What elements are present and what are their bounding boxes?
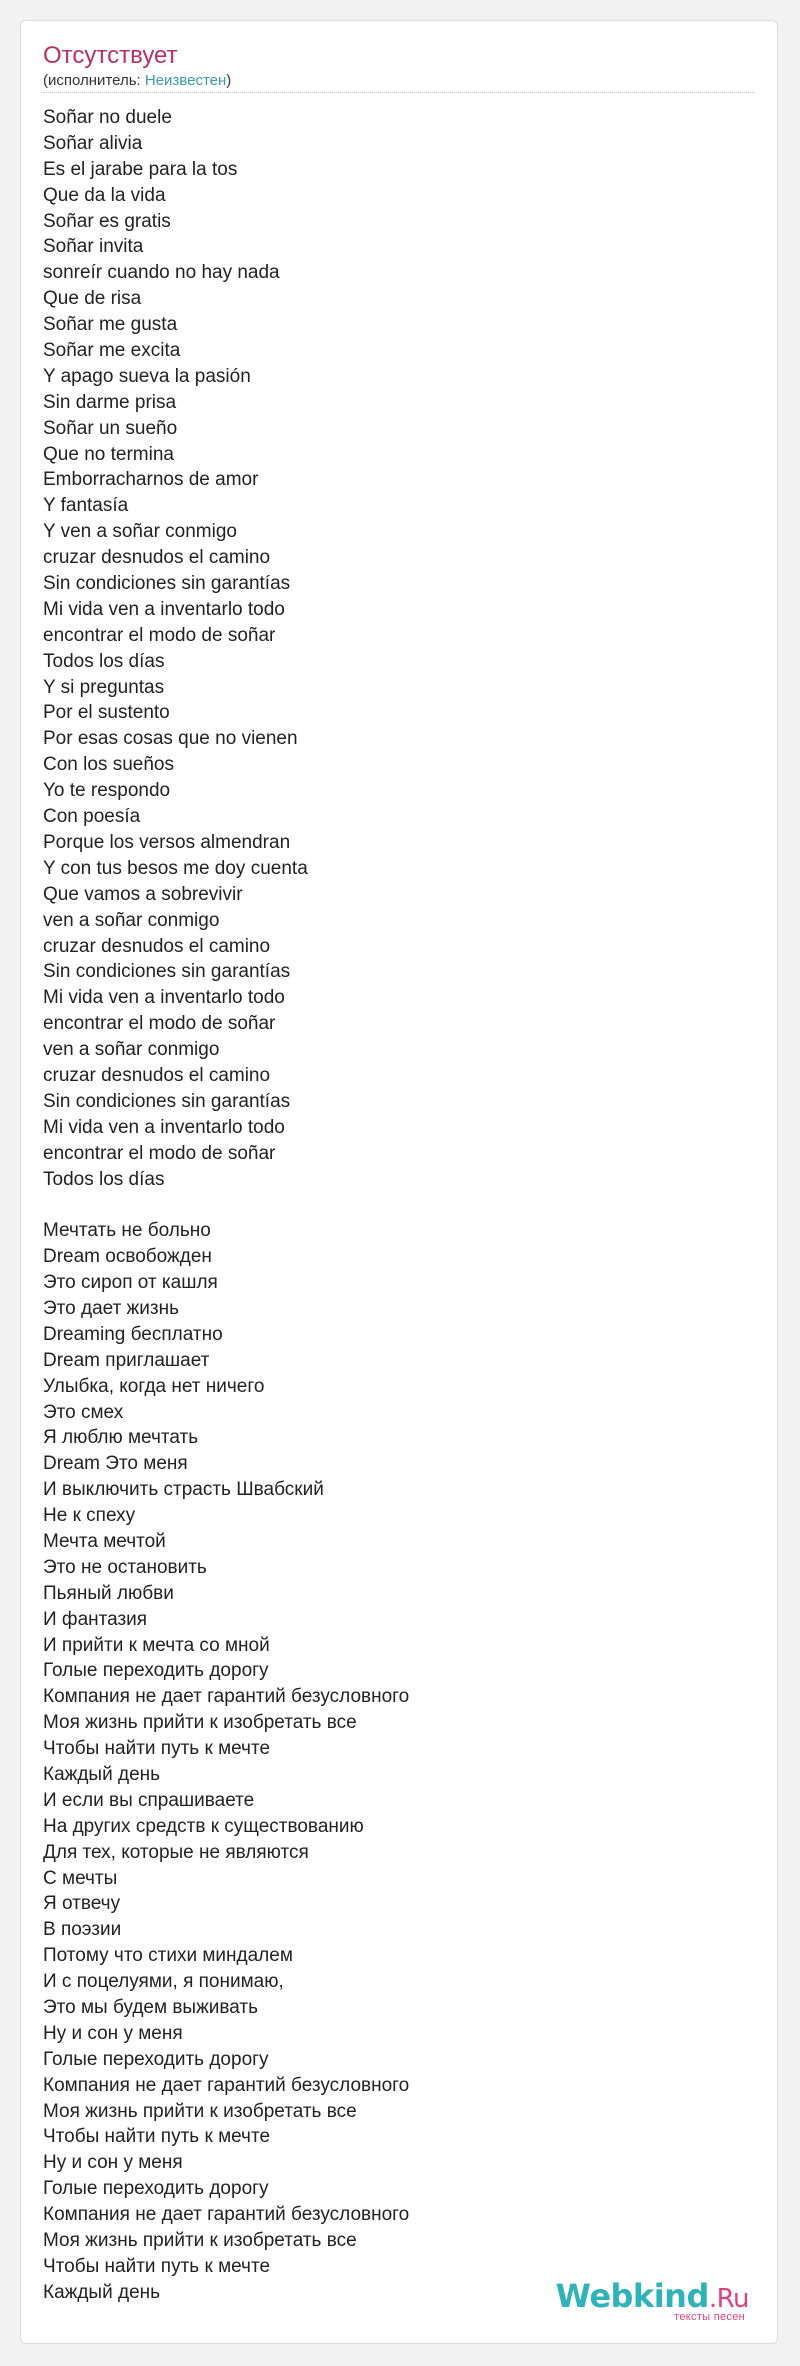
lyrics-card [20,20,778,2344]
lyric-line: ven a soñar conmigo [43,909,220,931]
lyric-line: Потому что стихи миндалем [43,1945,293,1967]
artist-prefix: (исполнитель: [43,72,145,89]
lyric-line: Yo te respondo [43,780,171,802]
lyric-line: Y ven a soñar conmigo [43,521,237,543]
lyric-line: Y si preguntas [43,676,165,698]
title-divider [43,92,755,93]
lyric-line: Sin darme prisa [43,391,177,413]
lyric-line: Todos los días [43,650,165,672]
lyric-line: Чтобы найти путь к мечте [43,1738,271,1760]
lyric-line: Для тех, которые не являются [43,1841,309,1863]
lyric-line: Y fantasía [43,495,129,517]
lyric-line: Моя жизнь прийти к изобретать все [43,2100,357,2122]
lyric-line: Mi vida ven a inventarlo todo [43,987,285,1009]
lyric-line: cruzar desnudos el camino [43,1064,271,1086]
lyric-line: Con poesía [43,806,141,828]
lyric-line: Mi vida ven a inventarlo todo [43,598,285,620]
lyric-line: Sin condiciones sin garantías [43,1090,291,1112]
lyric-line: И фантазия [43,1608,148,1630]
lyric-line: sonreír cuando no hay nada [43,262,280,284]
lyric-line: Por el sustento [43,702,170,724]
webkind-logo[interactable] [555,2277,749,2323]
lyric-line: Компания не дает гарантий безусловного [43,1686,410,1708]
lyric-line: Soñar me excita [43,340,181,362]
lyric-line: С мечты [43,1867,118,1889]
lyric-line: Soñar me gusta [43,314,178,336]
lyric-line: Dream приглашает [43,1349,210,1371]
lyric-line: Mi vida ven a inventarlo todo [43,1116,285,1138]
lyric-line: cruzar desnudos el camino [43,547,271,569]
logo-tld: .Ru [708,2284,749,2314]
lyric-line: Это дает жизнь [43,1297,179,1319]
lyric-line: Компания не дает гарантий безусловного [43,2074,410,2096]
lyric-line: encontrar el modo de soñar [43,1142,276,1164]
lyric-line: Sin condiciones sin garantías [43,573,291,595]
lyric-line: encontrar el modo de soñar [43,1013,276,1035]
lyric-line: Y con tus besos me doy cuenta [43,857,308,879]
lyric-line: И прийти к мечта со мной [43,1634,270,1656]
stanza-break [43,1192,409,1218]
logo-tagline: тексты песен [674,2311,745,2323]
lyric-line: Пьяный любви [43,1582,174,1604]
artist-suffix: ) [226,72,232,89]
lyric-line: Улыбка, когда нет ничего [43,1375,265,1397]
lyric-line: Это мы будем выживать [43,1997,259,2019]
logo-word: Webkind [555,2277,709,2315]
lyric-line: На других средств к существованию [43,1815,364,1837]
lyric-line: Моя жизнь прийти к изобретать все [43,2230,357,2252]
lyric-line: Soñar es gratis [43,210,171,232]
lyric-line: Dream освобожден [43,1246,212,1268]
lyric-line: Por esas cosas que no vienen [43,728,298,750]
lyric-line: Soñar alivia [43,132,143,154]
lyric-line: Чтобы найти путь к мечте [43,2255,271,2277]
lyric-line: Голые переходить дорогу [43,1660,269,1682]
lyric-line: Мечта мечтой [43,1530,166,1552]
lyric-line: Моя жизнь прийти к изобретать все [43,1712,357,1734]
lyric-line: Que de risa [43,288,142,310]
lyric-line: Soñar invita [43,236,144,258]
lyric-line: Не к спеху [43,1505,136,1527]
lyric-line: Soñar no duele [43,107,172,128]
lyric-line: cruzar desnudos el camino [43,935,271,957]
lyric-line: Con los sueños [43,754,174,776]
lyric-line: Голые переходить дорогу [43,2178,269,2200]
lyric-line: ven a soñar conmigo [43,1039,220,1061]
lyric-line: Это не остановить [43,1556,207,1578]
artist-line [43,71,231,91]
song-title: Отсутствует [43,42,178,69]
lyric-line: Это смех [43,1401,124,1423]
lyric-line: И с поцелуями, я понимаю, [43,1971,284,1993]
lyric-line: Я люблю мечтать [43,1427,199,1449]
lyric-line: Я отвечу [43,1893,121,1915]
lyric-line: Dreaming бесплатно [43,1323,223,1345]
lyric-line: Dream Это меня [43,1453,188,1475]
lyric-line: Это сироп от кашля [43,1272,218,1294]
lyric-line: Que da la vida [43,184,166,206]
lyric-line: В поэзии [43,1919,122,1941]
lyric-line: Ну и сон у меня [43,2022,183,2044]
lyric-line: И если вы спрашиваете [43,1789,255,1811]
lyric-line: Sin condiciones sin garantías [43,961,291,983]
lyric-line: Y apago sueva la pasión [43,365,251,387]
lyric-line: Todos los días [43,1168,165,1190]
artist-link[interactable]: Неизвестен [144,72,227,89]
lyric-line: Emborracharnos de amor [43,469,259,491]
lyrics-text [43,105,409,2306]
lyric-line: Que no termina [43,443,174,465]
lyric-line: encontrar el modo de soñar [43,624,276,646]
lyric-line: Чтобы найти путь к мечте [43,2126,271,2148]
lyric-line: Soñar un sueño [43,417,178,439]
lyric-line: Каждый день [43,1764,161,1785]
lyric-line: Голые переходить дорогу [43,2048,269,2070]
lyric-line: Каждый день [43,2281,161,2303]
lyric-line: Porque los versos almendran [43,831,291,853]
lyric-line: Es el jarabe para la tos [43,158,238,180]
lyric-line: И выключить страсть Швабский [43,1479,324,1501]
lyric-line: Que vamos a sobrevivir [43,883,243,905]
lyric-line: Компания не дает гарантий безусловного [43,2204,410,2226]
lyric-line: Ну и сон у меня [43,2152,183,2174]
lyric-line: Мечтать не больно [43,1220,211,1242]
